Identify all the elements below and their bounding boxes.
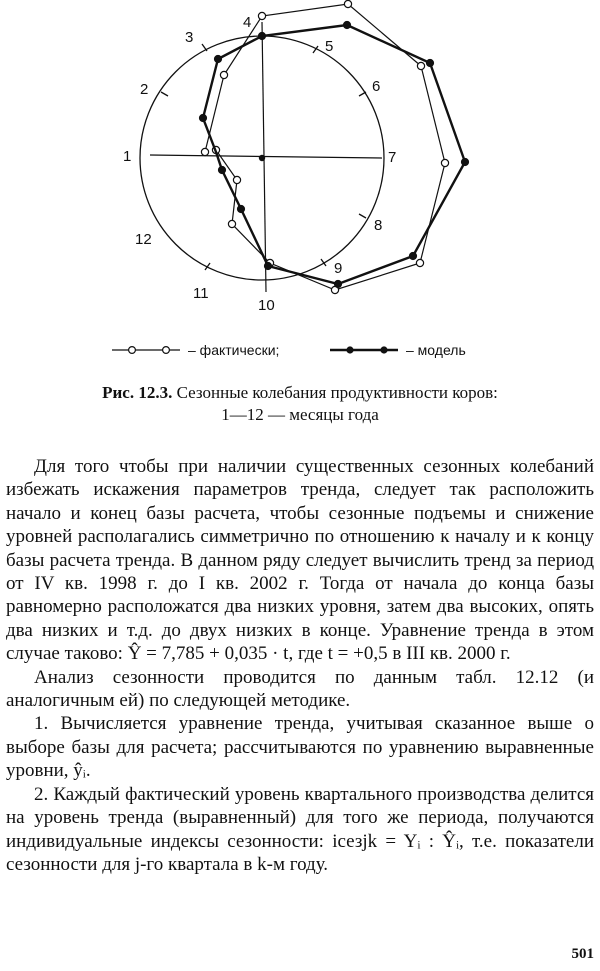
legend-actual-label: – фактически; <box>188 342 280 358</box>
page-number: 501 <box>571 946 594 962</box>
model-series-markers <box>199 21 468 287</box>
month-label: 11 <box>193 285 209 302</box>
legend-model-swatch <box>328 344 400 356</box>
caption-line2: 1—12 — месяцы года <box>221 405 379 424</box>
figure-legend <box>110 342 530 368</box>
legend-item-model <box>328 342 466 358</box>
month-label: 9 <box>334 260 343 277</box>
month-label: 10 <box>258 297 275 314</box>
paragraph: Анализ сезонности проводится по данным табл. 12.12 (и аналогичным ей) по следующей методике. <box>6 666 594 712</box>
month-label: 8 <box>374 217 383 234</box>
month-label: 2 <box>140 81 149 98</box>
month-label: 12 <box>135 231 152 248</box>
legend-model-label: – модель <box>406 342 466 358</box>
seasonal-radar-figure <box>0 0 600 320</box>
month-label: 3 <box>185 29 194 46</box>
horizontal-axis <box>150 155 382 158</box>
caption-label: Рис. 12.3. <box>102 383 173 402</box>
month-label: 1 <box>123 148 132 165</box>
center-dot <box>259 155 265 161</box>
model-series-line <box>203 25 465 284</box>
month-label: 6 <box>372 78 381 95</box>
caption-text: Сезонные колебания продуктивности коров: <box>176 383 498 402</box>
body-text <box>6 455 594 876</box>
paragraph: 2. Каждый фактический уровень квартального производства делится на уровень тренда (выравненный) для того же периода, получаются индивидуальные индексы сезонности: iсезjk = Yᵢ : Ŷᵢ, т.е. показатели сезонности для j-го квартала в k-м году. <box>6 783 594 875</box>
month-label: 5 <box>325 38 334 55</box>
month-label: 7 <box>388 149 397 166</box>
legend-actual-swatch <box>110 344 182 356</box>
paragraph: Для того чтобы при наличии существенных сезонных колебаний избежать искажения параметров тренда, следует так расположить начало и конец базы расчета, чтобы сезонные подъемы и снижение уровней располагались симметрично по отношению к началу и к концу базы расчета тренда. В данном ряду следует вычислить тренд за период от IV кв. 1998 г. до I кв. 2002 г. Тогда от начала до конца базы равномерно расположатся два низких уровня, затем два высоких, опять два низких и т.д. до двух низких в конце. Уравнение тренда в этом случае таково: Ŷ = 7,785 + 0,035 · t, где t = +0,5 в III кв. 2000 г. <box>6 456 594 665</box>
legend-item-actual <box>110 342 279 358</box>
month-label: 4 <box>243 14 252 31</box>
paragraph: 1. Вычисляется уравнение тренда, учитывая сказанное выше о выборе базы для расчета; рассчитываются по уравнению выравненные уровни, ŷᵢ. <box>6 713 594 782</box>
figure-caption <box>0 382 600 426</box>
